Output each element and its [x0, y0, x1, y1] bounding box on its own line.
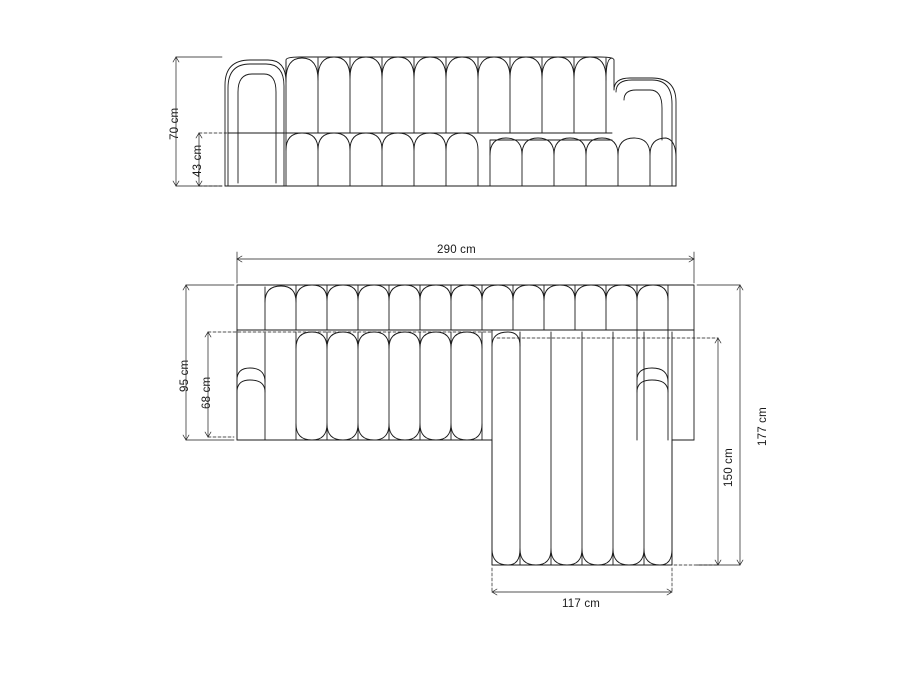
- dimension-label-plan-seat-depth: 68 cm: [201, 376, 213, 409]
- top-plan-view: [237, 285, 694, 565]
- dimension-label-front-total-height: 70 cm: [169, 107, 181, 140]
- dimension-label-plan-back-depth: 95 cm: [179, 359, 191, 392]
- dimension-label-front-seat-height: 43 cm: [192, 144, 204, 177]
- dimension-label-plan-width: 290 cm: [437, 244, 476, 256]
- dimension-label-plan-chaise-depth: 150 cm: [723, 448, 735, 487]
- dimension-label-plan-total-depth: 177 cm: [757, 407, 769, 446]
- dimension-label-plan-chaise-width: 117 cm: [562, 598, 601, 610]
- front-elevation-view: [225, 57, 676, 186]
